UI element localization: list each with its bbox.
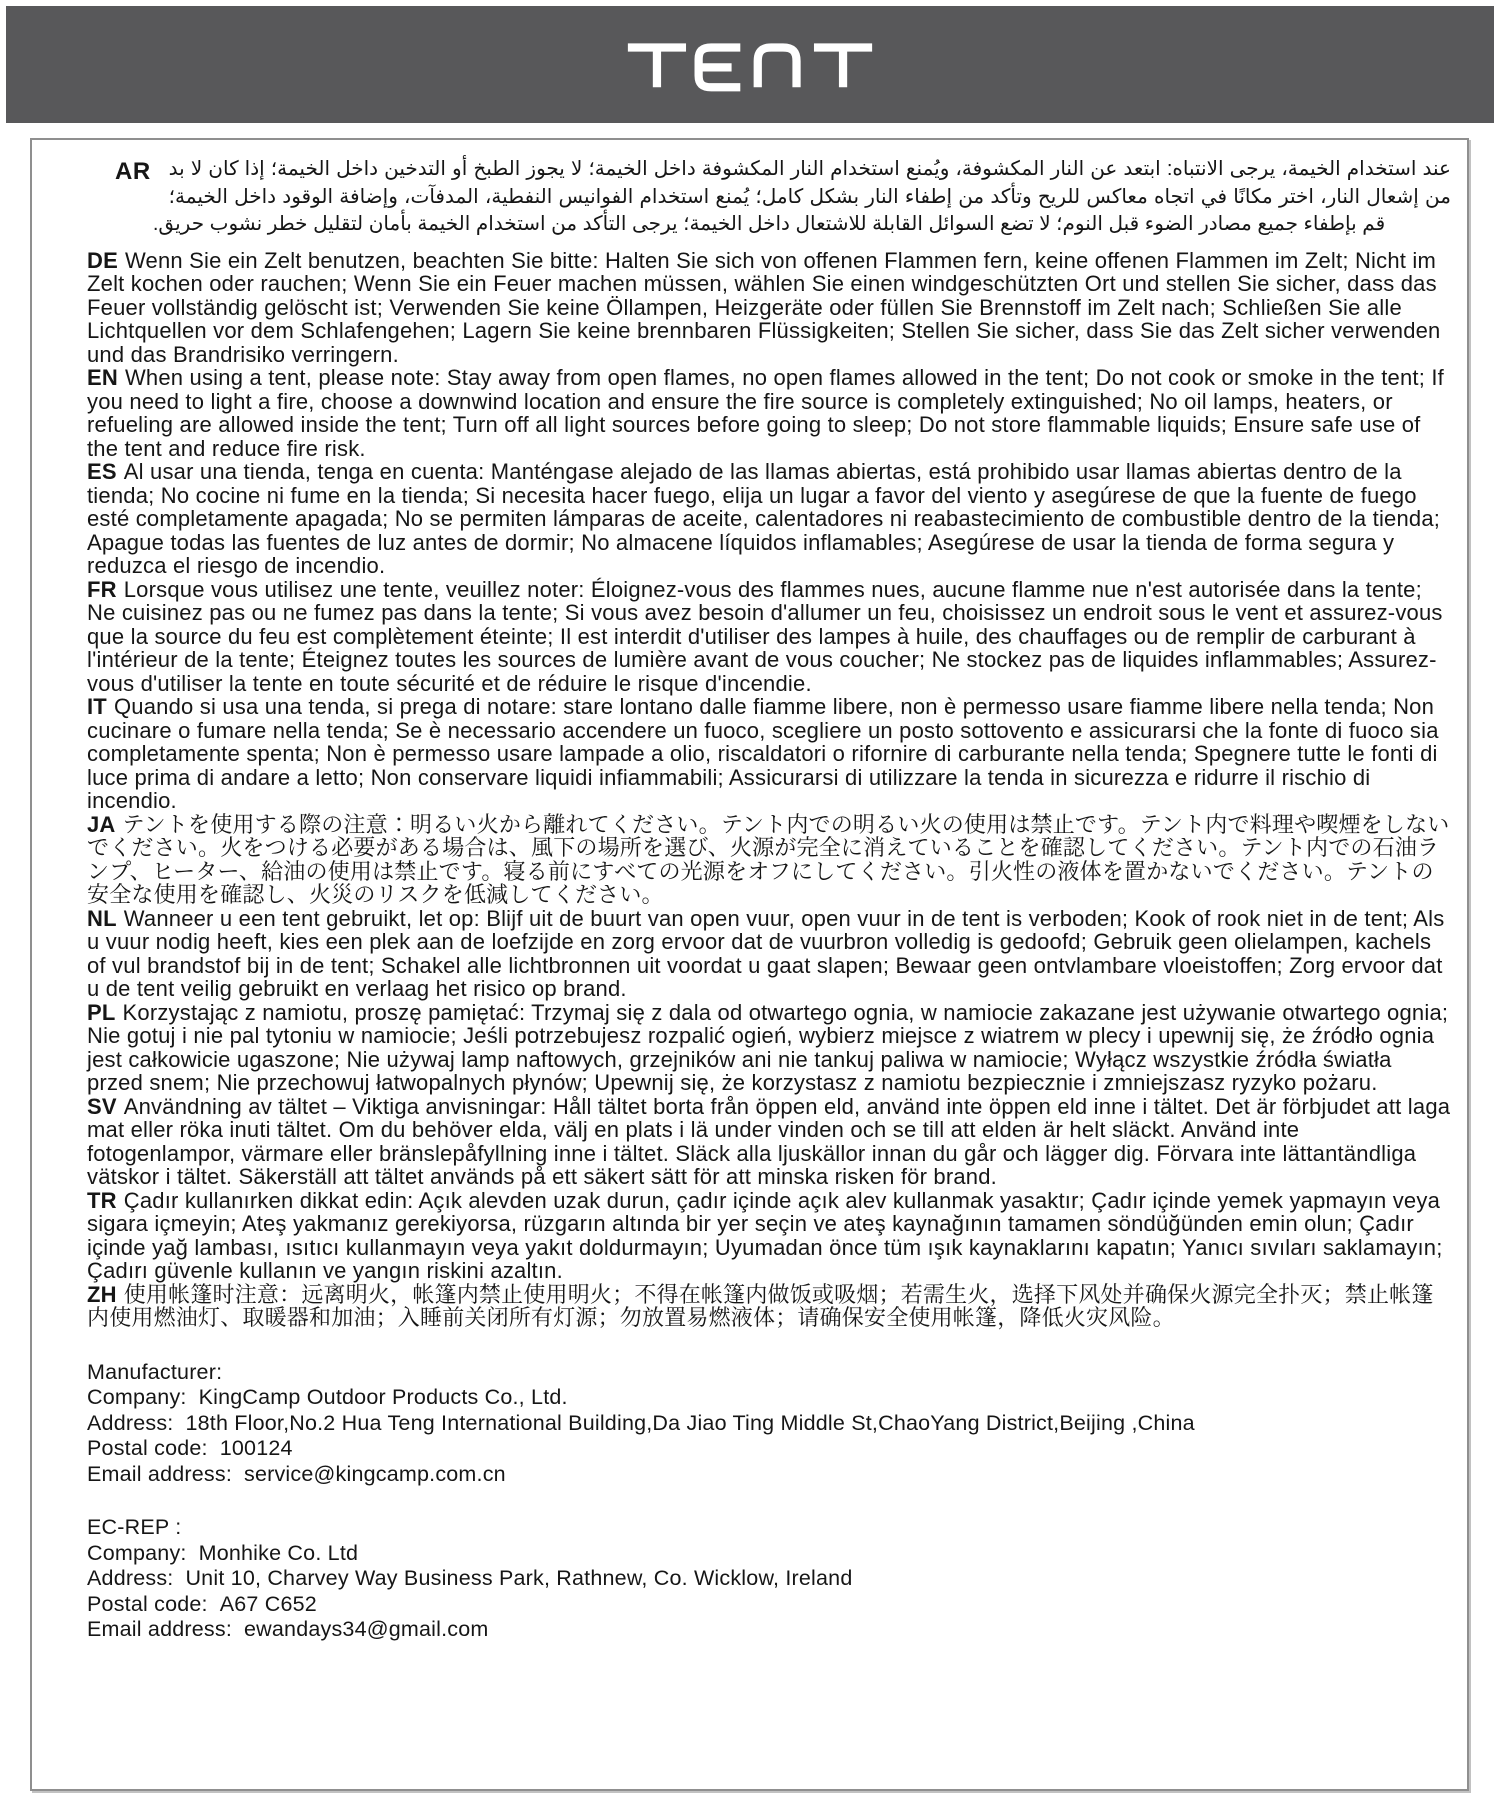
warning-text-es: Al usar una tienda, tenga en cuenta: Manténgase alejado de las llamas abiertas, está prohibido usar llamas abiertas dentro de la tienda; No cocine ni fume en la tienda; Si necesita hacer fuego, elija un lugar a favor del viento y asegúrese de que la fuente de fuego esté completamente apagada; No se permiten lámparas de aceite, calentadores ni reabastecimiento de combustible dentro de la tienda; Apague todas las fuentes de luz antes de dormir; No almacene líquidos inflamables; Asegúrese de usar la tienda de forma segura y reduzca el riesgo de incendio. bbox=[87, 459, 1441, 578]
warning-es bbox=[87, 460, 1451, 578]
postal-code-value: A67 C652 bbox=[219, 1591, 317, 1616]
warning-text-nl: Wanneer u een tent gebruikt, let op: Blijf uit de buurt van open vuur, open vuur in de tent is verboden; Kook of rook niet in de tent; Als u vuur nodig heeft, kies een plek aan de loefzijde en zorg ervoor dat de vuurbron volledig is gedoofd; Gebruik geen olielampen, kachels of vul brandstof bij in de tent; Schakel alle lichtbronnen uit voordat u gaat slapen; Bewaar geen ontvlambare vloeistoffen; Zorg ervoor dat u de tent veilig gebruikt en verlaag het risico op brand. bbox=[87, 905, 1445, 1001]
warning-text-fr: Lorsque vous utilisez une tente, veuillez noter: Éloignez-vous des flammes nues, aucune flamme nue n'est autorisée dans la tente; Ne cuisinez pas ou ne fumez pas dans la tente; Si vous avez besoin d'allumer un feu, choisissez un endroit sous le vent et assurez-vous que la source du feu est complètement éteinte; Il est interdit d'utiliser des lampes à huile, des chauffages ou de remplir de carburant à l'intérieur de la tente; Éteignez toutes les sources de lumière avant de vous coucher; Ne stockez pas de liquides inflammables; Assurez-vous d'utiliser la tente en toute sécurité et de réduire le risque d'incendie. bbox=[87, 576, 1443, 696]
warning-text-en: When using a tent, please note: Stay away from open flames, no open flames allowed in the tent; Do not cook or smoke in the tent; If you need to light a fire, choose a downwind location and ensure the fire source is completely extinguished; No oil lamps, heaters, or refueling are allowed inside the tent; Turn off all light sources before going to sleep; Do not store flammable liquids; Ensure safe use of the tent and reduce fire risk. bbox=[87, 365, 1444, 461]
warning-text-it: Quando si usa una tenda, si prega di notare: stare lontano dalle fiamme libere, non è permesso usare fiamme libere nella tenda; Non cucinare o fumare nella tenda; Se è necessario accendere un fuoco, scegliere un posto sottovento e assicurarsi che la fonte di fuoco sia completamente spenta; Non è permesso usare lampade a olio, riscaldatori o rifornire di carburante nella tenda; Spegnere tutte le fonti di luce prima di andare a letto; Non conservare liquidi infiammabili; Assicurarsi di utilizzare la tenda in sicurezza e ridurre il rischio di incendio. bbox=[87, 694, 1439, 813]
language-code-ar: AR bbox=[115, 158, 151, 185]
language-code-tr: TR bbox=[87, 1187, 117, 1213]
email-label: Email address: bbox=[87, 1461, 232, 1486]
postal-code-value: 100124 bbox=[219, 1436, 293, 1460]
language-code-fr: FR bbox=[87, 576, 117, 602]
warning-tr bbox=[87, 1189, 1451, 1283]
manufacturer-company-row bbox=[87, 1385, 1451, 1411]
ec-rep-heading: EC-REP : bbox=[87, 1515, 182, 1539]
manufacturer-address-row bbox=[87, 1411, 1451, 1437]
address-value: 18th Floor,No.2 Hua Teng International Building,Da Jiao Ting Middle St,ChaoYang District,Beijing ,China bbox=[185, 1410, 1195, 1435]
tent-logo-icon bbox=[624, 37, 876, 93]
language-code-it: IT bbox=[87, 694, 107, 719]
company-value: Monhike Co. Ltd bbox=[198, 1540, 359, 1565]
ec-rep-section bbox=[87, 1515, 1451, 1643]
address-value: Unit 10, Charvey Way Business Park, Rathnew, Co. Wicklow, Ireland bbox=[185, 1566, 853, 1590]
language-code-pl: PL bbox=[87, 999, 116, 1025]
warning-text-tr: Çadır kullanırken dikkat edin: Açık alevden uzak durun, çadır içinde açık alev kullanmak yasaktır; Çadır içinde yemek yapmayın veya sigara içmeyin; Ateş yakmanız gerekiyorsa, rüzgarın altında bir yer seçin ve ateş kaynağının tamamen söndüğünden emin olun; Çadır içinde yağ lambası, ısıtıcı kullanmayın veya yakıt doldurmayın; Uyumadan önce tüm ışık kaynaklarını kapatın; Yanıcı sıvıları saklamayın; Çadırı güvenle kullanın ve yangın riskini azaltın. bbox=[87, 1187, 1443, 1283]
language-code-nl: NL bbox=[87, 905, 117, 931]
company-label: Company: bbox=[87, 1540, 187, 1565]
language-code-zh: ZH bbox=[87, 1281, 117, 1307]
warning-ja bbox=[87, 813, 1451, 907]
manufacturer-email-row bbox=[87, 1462, 1451, 1488]
warning-pl bbox=[87, 1001, 1451, 1095]
warning-de bbox=[87, 249, 1451, 367]
company-value: KingCamp Outdoor Products Co., Ltd. bbox=[198, 1385, 568, 1409]
language-code-sv: SV bbox=[87, 1093, 117, 1119]
warning-fr bbox=[87, 578, 1451, 696]
language-code-ja: JA bbox=[87, 811, 116, 837]
manufacturer-section bbox=[87, 1360, 1451, 1488]
postal-code-label: Postal code: bbox=[87, 1436, 208, 1460]
warning-en bbox=[87, 366, 1451, 460]
language-code-en: EN bbox=[87, 365, 118, 390]
manufacturer-heading: Manufacturer: bbox=[87, 1359, 223, 1384]
language-code-de: DE bbox=[87, 247, 118, 273]
warning-it bbox=[87, 695, 1451, 813]
ec-rep-address-row bbox=[87, 1566, 1451, 1592]
warning-nl bbox=[87, 907, 1451, 1001]
email-value: service@kingcamp.com.cn bbox=[244, 1461, 506, 1486]
brand-header bbox=[6, 6, 1494, 123]
warning-text-zh: 使用帐篷时注意：远离明火，帐篷内禁止使用明火；不得在帐篷内做饭或吸烟；若需生火，选择下风处并确保火源完全扑灭；禁止帐篷内使用燃油灯、取暖器和加油；入睡前关闭所有灯源；勿放置易燃液体；请确保安全使用帐篷，降低火灾风险。 bbox=[87, 1281, 1434, 1330]
warning-sv bbox=[87, 1095, 1451, 1189]
postal-code-label: Postal code: bbox=[87, 1591, 208, 1616]
email-value: ewandays34@gmail.com bbox=[244, 1617, 489, 1641]
ec-rep-company-row bbox=[87, 1541, 1451, 1567]
company-label: Company: bbox=[87, 1385, 187, 1409]
warning-ar bbox=[87, 156, 1451, 239]
address-label: Address: bbox=[87, 1410, 174, 1435]
manufacturer-postal-row bbox=[87, 1436, 1451, 1462]
warnings-list bbox=[87, 156, 1451, 1330]
warning-text-sv: Användning av tältet – Viktiga anvisningar: Håll tältet borta från öppen eld, använd inte öppen eld inne i tältet. Det är förbjudet att laga mat eller röka inuti tältet. Om du behöver elda, välj en plats i lä under vinden och se till att elden är helt släckt. Använd inte fotogenlampor, värmare eller bränslepåfyllning inne i tältet. Släck alla ljuskällor innan du går och lägger dig. Förvara inte lättantändliga vätskor i tältet. Säkerställ att tältet används på ett säkert sätt för att minska risken för brand. bbox=[87, 1093, 1451, 1189]
address-label: Address: bbox=[87, 1566, 174, 1590]
warning-text-ar: عند استخدام الخيمة، يرجى الانتباه: ابتعد عن النار المكشوفة، ويُمنع استخدام النار المكشوفة داخل الخيمة؛ لا يجوز الطبخ أو التدخين داخل الخيمة؛ إذا كان لا بد من إشعال النار، اختر مكانًا في اتجاه معاكس للريح وتأكد من إطفاء النار بشكل كامل؛ يُمنع استخدام الفوانيس النفطية، المدفآت، وإضافة الوقود داخل الخيمة؛ قم بإطفاء جميع مصادر الضوء قبل النوم؛ لا تضع السوائل القابلة للاشتعال داخل الخيمة؛ يرجى التأكد من استخدام الخيمة بأمان لتقليل خطر نشوب حريق. bbox=[152, 158, 1451, 235]
ec-rep-postal-row bbox=[87, 1592, 1451, 1618]
warning-zh bbox=[87, 1283, 1451, 1330]
instructions-box bbox=[30, 138, 1469, 1791]
ec-rep-email-row bbox=[87, 1617, 1451, 1643]
email-label: Email address: bbox=[87, 1617, 232, 1641]
warning-text-pl: Korzystając z namiotu, proszę pamiętać: Trzymaj się z dala od otwartego ognia, w namiocie zakazane jest używanie otwartego ognia; Nie gotuj i nie pal tytoniu w namiocie; Jeśli potrzebujesz rozpalić ogień, wybierz miejsce z wiatrem w plecy i upewnij się, że źródło ognia jest całkowicie ugaszone; Nie używaj lamp naftowych, grzejników ani nie tankuj paliwa w namiocie; Wyłącz wszystkie źródła światła przed snem; Nie przechowuj łatwopalnych płynów; Upewnij się, że korzystasz z namiotu bezpiecznie i zmniejszasz ryzyko pożaru. bbox=[87, 999, 1449, 1095]
warning-text-ja: テントを使用する際の注意：明るい火から離れてください。テント内での明るい火の使用は禁止です。テント内で料理や喫煙をしないでください。火をつける必要がある場合は、風下の場所を選び、火源が完全に消えていることを確認してください。テント内での石油ランプ、ヒーター、給油の使用は禁止です。寝る前にすべての光源をオフにしてください。引火性の液体を置かないでください。テントの安全な使用を確認し、火災のリスクを低減してください。 bbox=[87, 811, 1450, 907]
language-code-es: ES bbox=[87, 459, 117, 484]
warning-text-de: Wenn Sie ein Zelt benutzen, beachten Sie bitte: Halten Sie sich von offenen Flammen fern, keine offenen Flammen im Zelt; Nicht im Zelt kochen oder rauchen; Wenn Sie ein Feuer machen müssen, wählen Sie einen windgeschützten Ort und stellen Sie sicher, dass das Feuer vollständig gelöscht ist; Verwenden Sie keine Öllampen, Heizgeräte oder füllen Sie Brennstoff im Zelt nach; Schließen Sie alle Lichtquellen vor dem Schlafengehen; Lagern Sie keine brennbaren Flüssigkeiten; Stellen Sie sicher, dass Sie das Zelt sicher verwenden und das Brandrisiko verringern. bbox=[87, 247, 1441, 367]
